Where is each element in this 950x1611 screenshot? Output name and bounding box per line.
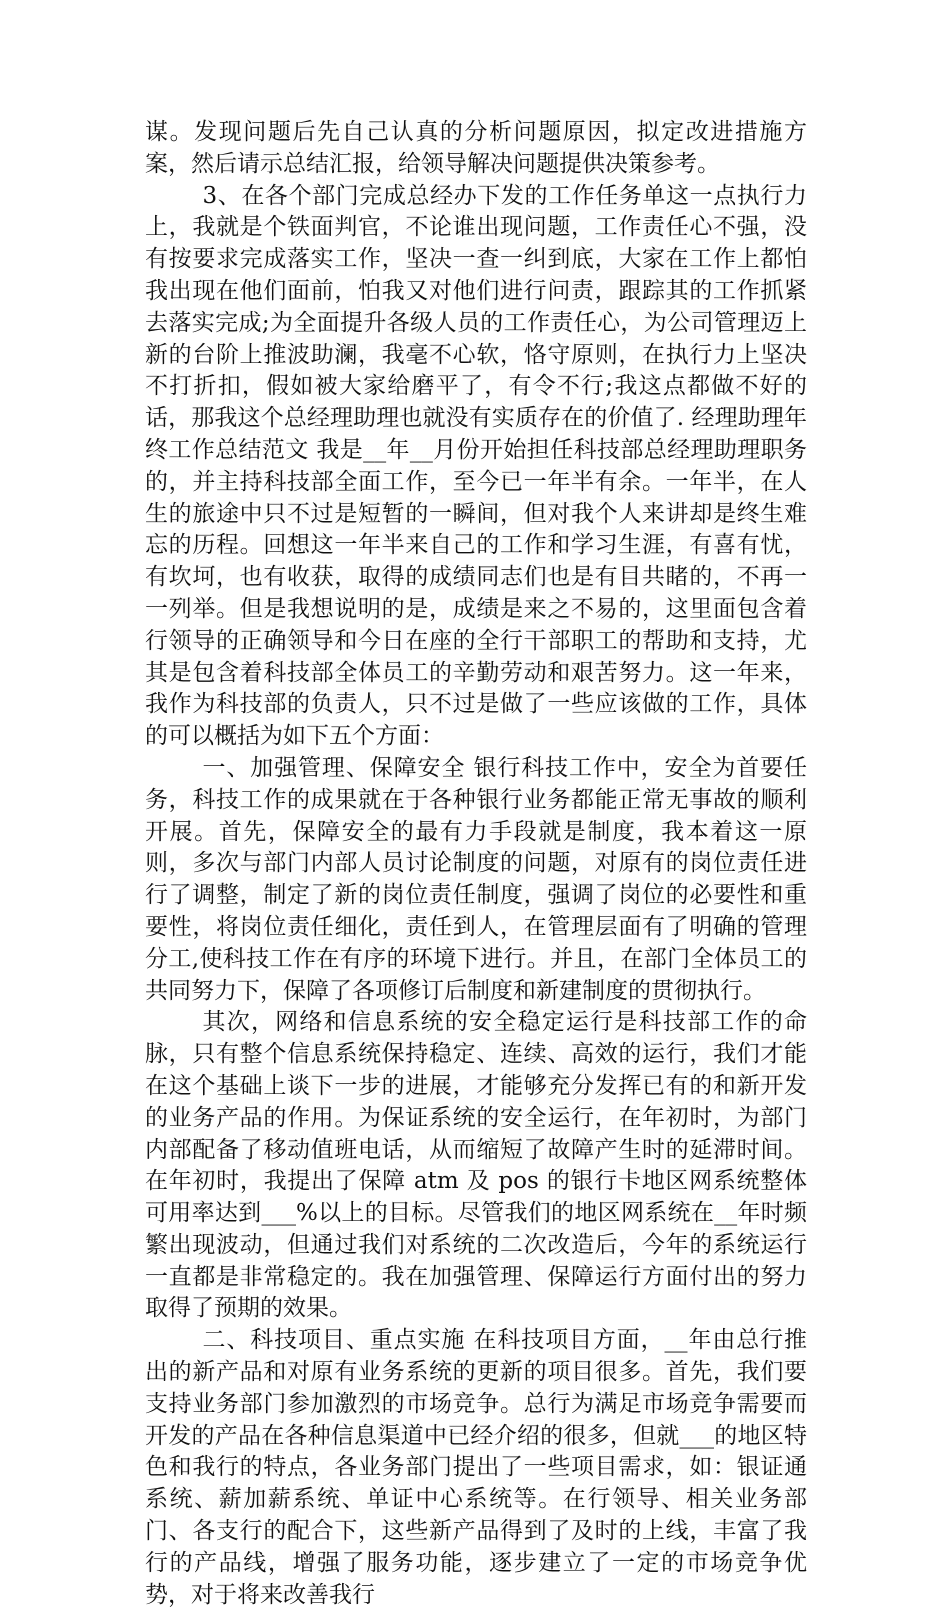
paragraph-1: 谋。发现问题后先自己认真的分析问题原因，拟定改进措施方案，然后请示总结汇报，给领导解决问题提供决策参考。 <box>145 119 807 177</box>
paragraph-2: 3、在各个部门完成总经办下发的工作任务单这一点执行力上，我就是个铁面判官，不论谁出现问题，工作责任心不强，没有按要求完成落实工作，坚决一查一纠到底，大家在工作上都怕我出现在他们面前，怕我又对他们进行问责，跟踪其的工作抓紧去落实完成;为全面提升各级人员的工作责任心，为公司管理迈上新的台阶上推波助澜，我毫不心软，恪守原则，在执行力上坚决不打折扣，假如被大家给磨平了，有令不行;我这点都做不好的话，那我这个总经理助理也就没有实质存在的价值了. 经理助理年终工作总结范文 我是__年__月份开始担任科技部总经理助理职务的，并主持科技部全面工作，至今已一年半有余。一年半，在人生的旅途中只不过是短暂的一瞬间，但对我个人来讲却是终生难忘的历程。回想这一年半来自己的工作和学习生涯，有喜有忧，有坎坷，也有收获，取得的成绩同志们也是有目共睹的，不再一一列举。但是我想说明的是，成绩是来之不易的，这里面包含着行领导的正确领导和今日在座的全行干部职工的帮助和支持，尤其是包含着科技部全体员工的辛勤劳动和艰苦努力。这一年来，我作为科技部的负责人，只不过是做了一些应该做的工作，具体的可以概括为如下五个方面： <box>145 182 807 750</box>
paragraph-5: 二、科技项目、重点实施 在科技项目方面，__年由总行推出的新产品和对原有业务系统的更新的项目很多。首先，我们要支持业务部门参加激烈的市场竞争。总行为满足市场竞争需要而开发的产品在各种信息渠道中已经介绍的很多，但就___的地区特色和我行的特点，各业务部门提出了一些项目需求，如：银证通系统、薪加薪系统、单证中心系统等。在行领导、相关业务部门、各支行的配合下，这些新产品得到了及时的上线，丰富了我行的产品线，增强了服务功能，逐步建立了一定的市场竞争优势，对于将来改善我行 <box>145 1327 807 1608</box>
paragraph-3: 一、加强管理、保障安全 银行科技工作中，安全为首要任务，科技工作的成果就在于各种银行业务都能正常无事故的顺利开展。首先，保障安全的最有力手段就是制度，我本着这一原则，多次与部门内部人员讨论制度的问题，对原有的岗位责任进行了调整，制定了新的岗位责任制度，强调了岗位的必要性和重要性，将岗位责任细化，责任到人，在管理层面有了明确的管理分工,使科技工作在有序的环境下进行。并且，在部门全体员工的共同努力下，保障了各项修订后制度和新建制度的贯彻执行。 <box>145 754 807 1004</box>
document-page <box>145 117 807 1611</box>
paragraph-4: 其次，网络和信息系统的安全稳定运行是科技部工作的命脉，只有整个信息系统保持稳定、连续、高效的运行，我们才能在这个基础上谈下一步的进展，才能够充分发挥已有的和新开发的业务产品的作用。为保证系统的安全运行，在年初时，为部门内部配备了移动值班电话，从而缩短了故障产生时的延滞时间。在年初时，我提出了保障 atm 及 pos 的银行卡地区网系统整体可用率达到___%以上的目标。尽管我们的地区网系统在__年时频繁出现波动，但通过我们对系统的二次改造后，今年的系统运行一直都是非常稳定的。我在加强管理、保障运行方面付出的努力取得了预期的效果。 <box>145 1009 807 1322</box>
